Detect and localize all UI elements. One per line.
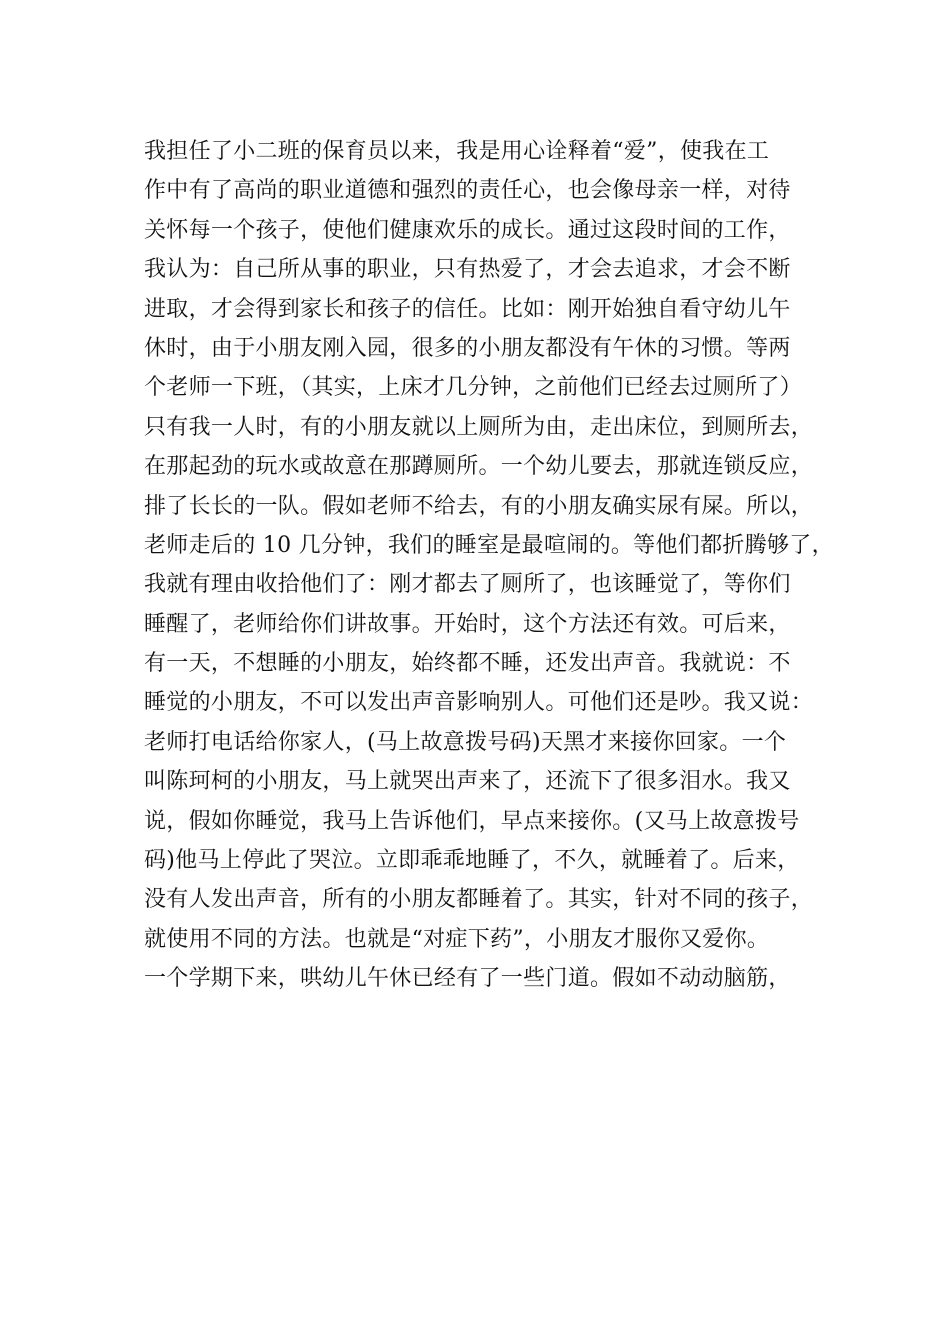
text-line: 我就有理由收拾他们了：刚才都去了厕所了，也该睡觉了，等你们 (144, 572, 791, 598)
text-line: 我认为：自己所从事的职业，只有热爱了，才会去追求，才会不断 (144, 257, 791, 283)
text-line: 睡醒了，老师给你们讲故事。开始时，这个方法还有效。可后来， (144, 611, 791, 637)
text-line: 排了长长的一队。假如老师不给去，有的小朋友确实尿有屎。所以， (144, 493, 814, 519)
text-line: 叫陈珂柯的小朋友，马上就哭出声来了，还流下了很多泪水。我又 (144, 769, 791, 795)
text-line: 在那起劲的玩水或故意在那蹲厕所。一个幼儿要去，那就连锁反应， (144, 454, 814, 480)
text-line: 休时，由于小朋友刚入园，很多的小朋友都没有午休的习惯。等两 (144, 335, 791, 361)
text-line: 没有人发出声音，所有的小朋友都睡着了。其实，针对不同的孩子， (144, 887, 814, 913)
text-line: 就使用不同的方法。也就是“对症下药”，小朋友才服你又爱你。 (144, 926, 770, 952)
text-line: 进取，才会得到家长和孩子的信任。比如：刚开始独自看守幼儿午 (144, 296, 791, 322)
text-line: 关怀每一个孩子，使他们健康欢乐的成长。通过这段时间的工作， (144, 217, 791, 243)
text-line: 作中有了高尚的职业道德和强烈的责任心，也会像母亲一样，对待 (144, 178, 791, 204)
text-line: 个老师一下班，（其实，上床才几分钟，之前他们已经去过厕所了） (144, 375, 803, 401)
text-line: 码)他马上停此了哭泣。立即乖乖地睡了，不久，就睡着了。后来， (144, 848, 800, 874)
text-line: 睡觉的小朋友，不可以发出声音影响别人。可他们还是吵。我又说： (144, 690, 814, 716)
text-line: 老师打电话给你家人，(马上故意拨号码)天黑才来接你回家。一个 (144, 729, 787, 755)
text-line: 我担任了小二班的保育员以来，我是用心诠释着“爱”，使我在工 (144, 139, 770, 164)
document-body (144, 132, 834, 999)
text-line: 只有我一人时，有的小朋友就以上厕所为由，走出床位，到厕所去， (144, 414, 814, 440)
text-line: 老师走后的 10 几分钟，我们的睡室是最喧闹的。等他们都折腾够了， (144, 532, 834, 558)
text-line: 一个学期下来，哄幼儿午休已经有了一些门道。假如不动动脑筋， (144, 966, 791, 992)
text-line: 说，假如你睡觉，我马上告诉他们，早点来接你。(又马上故意拨号 (144, 808, 800, 834)
text-line: 有一天，不想睡的小朋友，始终都不睡，还发出声音。我就说：不 (144, 651, 791, 677)
